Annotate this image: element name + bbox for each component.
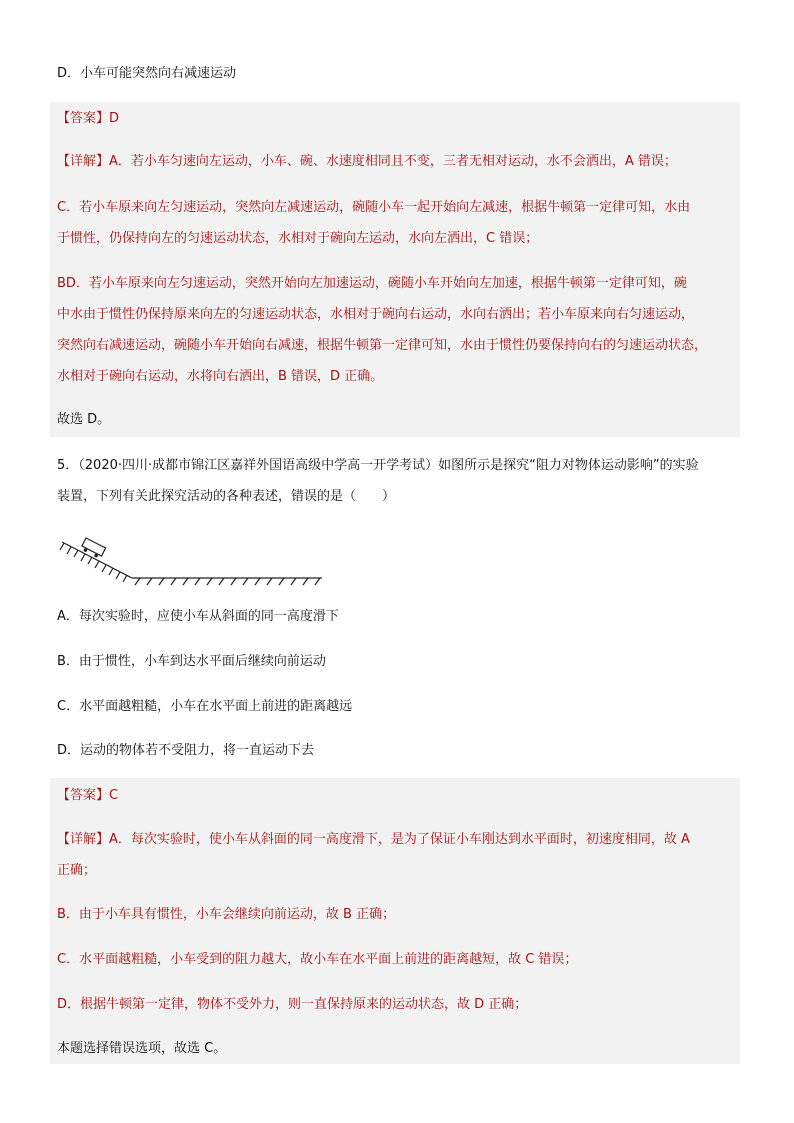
answer-tag: 【答案】	[57, 788, 110, 803]
q5-option-b: B．由于惯性，小车到达水平面后继续向前运动	[57, 654, 326, 669]
q4-detail-3b: 中水由于惯性仍保持原来向左的匀速运动状态，水相对于碗向右运动，水向右洒出；若小车原来向右匀速运动，	[57, 307, 695, 322]
answer-value: D	[109, 111, 120, 126]
q4-detail-1: 【详解】A．若小车匀速向左运动，小车、碗、水速度相同且不变，三者无相对运动，水不会洒出，A 错误；	[57, 154, 677, 169]
q5-detail-2: B．由于小车具有惯性，小车会继续向前运动，故 B 正确；	[57, 907, 396, 922]
q4-detail-3d: 水相对于碗向右运动，水将向右洒出，B 错误，D 正确。	[57, 369, 384, 384]
q5-detail-3: C．水平面越粗糙，小车受到的阻力越大，故小车在水平面上前进的距离越短，故 C 错误；	[57, 952, 578, 967]
q4-detail-3c: 突然向右减速运动，碗随小车开始向右减速，根据牛顿第一定律可知，水由于惯性仍要保持向右的匀速运动状态，	[57, 338, 708, 353]
detail-tag: 【详解】	[57, 832, 110, 847]
detail-tag: 【详解】	[57, 154, 110, 169]
q4-option-d: D．小车可能突然向右减速运动	[57, 66, 237, 81]
q5-stem-2: 装置，下列有关此探究活动的各种表述，错误的是（ ）	[57, 489, 396, 504]
answer-value: C	[109, 788, 119, 803]
q5-detail-1b: 正确；	[57, 863, 97, 878]
q5-detail-1a: 【详解】A．每次实验时，使小车从斜面的同一高度滑下，是为了保证小车刚达到水平面时，初速度相同，故 A	[57, 832, 690, 847]
q5-detail-4: D．根据牛顿第一定律，物体不受外力，则一直保持原来的运动状态，故 D 正确；	[57, 997, 528, 1012]
q4-detail-2a: C．若小车原来向左匀速运动，突然向左减速运动，碗随小车一起开始向左减速，根据牛顿第一定律可知，水由	[57, 200, 691, 215]
q5-stem-1: 5．（2020·四川·成都市锦江区嘉祥外国语高级中学高一开学考试）如图所示是探究“阻力对物体运动影响”的实验	[57, 458, 699, 473]
q5-answer	[57, 786, 118, 806]
q5-option-a: A．每次实验时，应使小车从斜面的同一高度滑下	[57, 609, 339, 624]
incline-experiment-figure	[58, 532, 328, 586]
q5-option-c: C．水平面越粗糙，小车在水平面上前进的距离越远	[57, 699, 353, 714]
q4-answer	[57, 109, 119, 129]
q5-conclusion: 本题选择错误选项，故选 C。	[57, 1041, 227, 1056]
q4-conclusion: 故选 D。	[57, 412, 111, 427]
q5-option-d: D．运动的物体若不受阻力，将一直运动下去	[57, 743, 315, 758]
answer-tag: 【答案】	[57, 111, 110, 126]
q4-detail-3a: BD．若小车原来向左匀速运动，突然开始向左加速运动，碗随小车开始向左加速，根据牛顿第一定律可知，碗	[57, 276, 687, 291]
q4-detail-2b: 于惯性，仍保持向左的匀速运动状态，水相对于碗向左运动，水向左洒出，C 错误；	[57, 231, 539, 246]
